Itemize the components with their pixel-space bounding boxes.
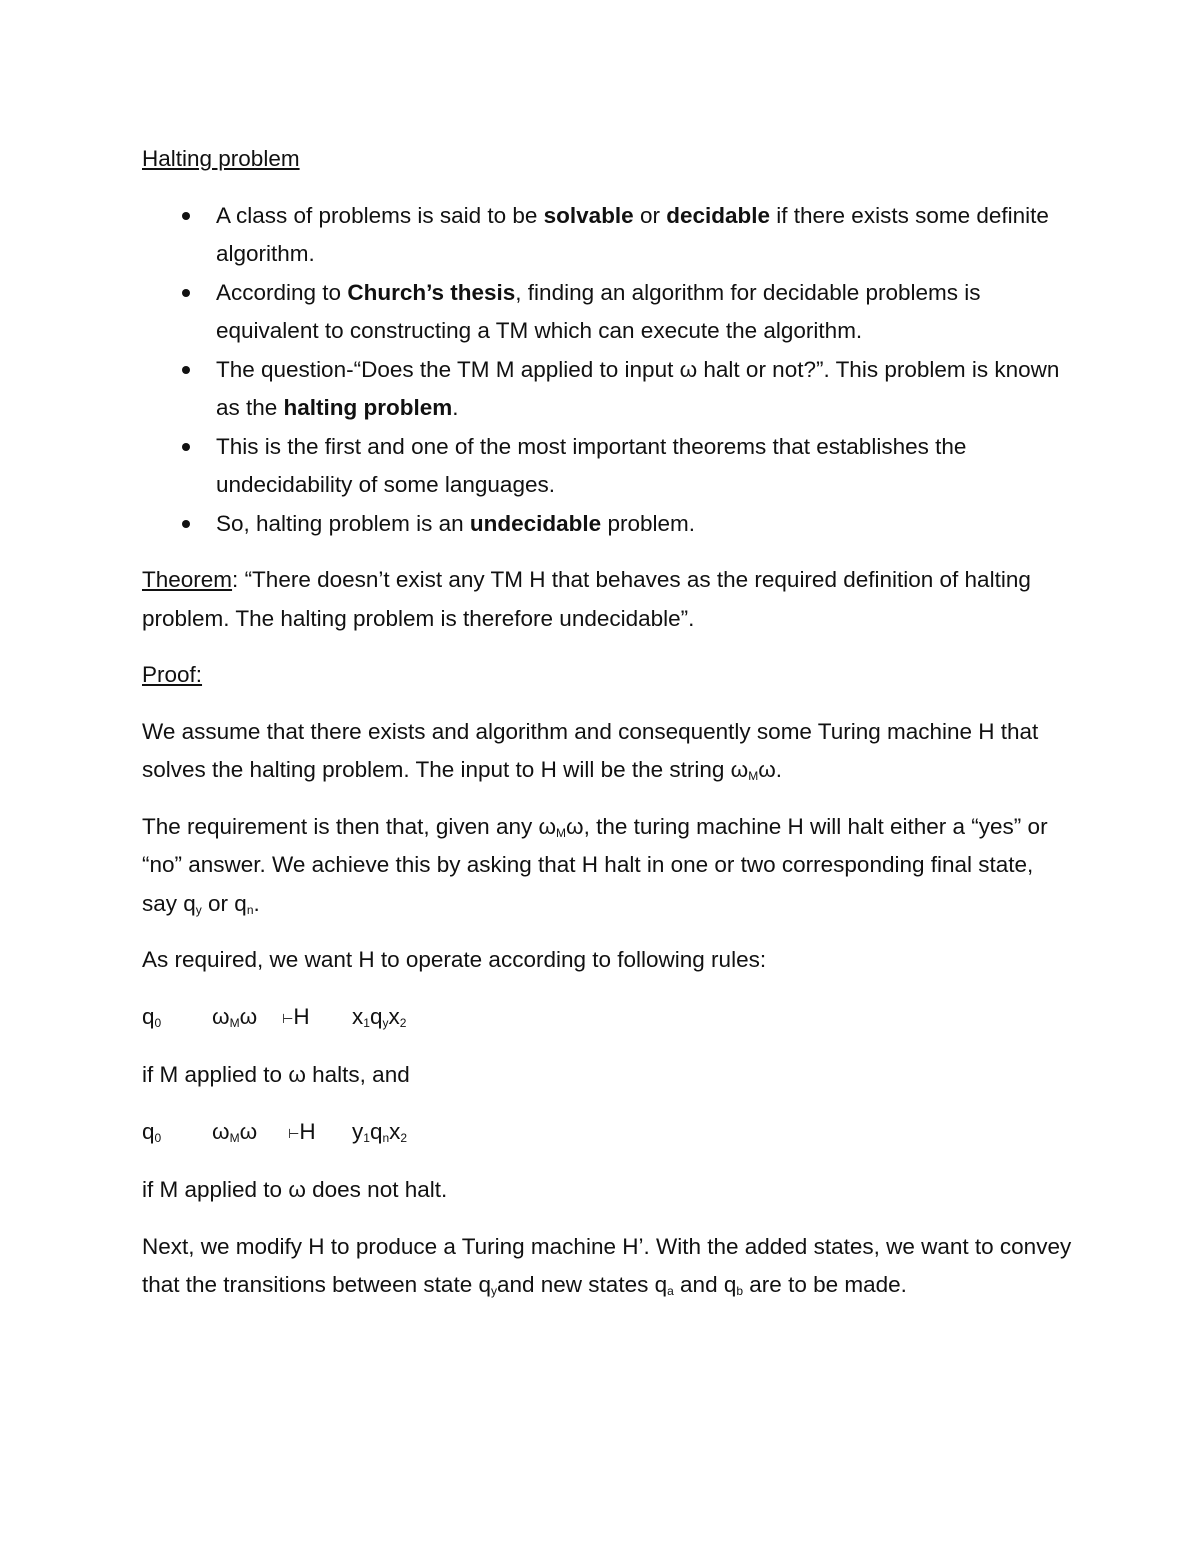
bullet-text: problem. — [601, 510, 695, 536]
bullet-icon — [182, 212, 190, 220]
rule-initial-state: $q_0$ — [142, 1003, 162, 1030]
document-body — [142, 140, 1072, 1323]
bullet-icon — [182, 289, 190, 297]
proof-label: Proof: — [142, 662, 203, 687]
subscript: M — [748, 769, 759, 783]
subscript: y — [490, 1284, 497, 1298]
rule-input: $\omega_M\omega$ — [212, 1118, 258, 1145]
paragraph-text: We assume that there exists and algorithm and consequently some Turing machine H that solves the halting problem. The input to H will be the string ω — [142, 718, 1039, 782]
theorem-text: “There doesn’t exist any TM H that behaves as the required definition of halting problem. The halting problem is therefore undecidable”. — [142, 567, 1031, 631]
bullet-text: This is the first and one of the most important theorems that establishes the undecidability of some languages. — [216, 433, 967, 497]
bullet-text: or — [633, 202, 667, 228]
paragraph-text: are to be made. — [743, 1272, 907, 1297]
bullet-icon — [182, 520, 190, 528]
subscript: M — [556, 825, 567, 840]
bullet-icon — [182, 443, 190, 451]
bullet-icon — [182, 366, 190, 374]
bullet-text: , finding an algorithm for decidable problems is equivalent to constructing a TM which can execute the algorithm. — [216, 279, 981, 343]
transition-rule-halts — [142, 998, 1072, 1039]
list-item — [142, 197, 1072, 274]
list-item — [142, 274, 1072, 351]
bullet-text: A class of problems is said to be — [216, 202, 544, 228]
subscript: n — [246, 902, 254, 917]
paragraph-text: or q — [201, 890, 247, 916]
proof-paragraph-requirement — [142, 808, 1072, 924]
list-item — [142, 351, 1072, 428]
proof-paragraph-modify — [142, 1228, 1072, 1305]
bold-term: solvable — [543, 202, 634, 228]
rule-yields: ⊢H — [282, 1003, 310, 1029]
rule-result: $x_1q_yx_2$ — [352, 1003, 407, 1030]
subscript: a — [667, 1284, 674, 1298]
theorem-paragraph — [142, 561, 1072, 638]
rule-initial-state: $q_0$ — [142, 1118, 162, 1145]
turnstile-icon: ⊢ — [282, 1010, 294, 1026]
transition-rule-not-halts — [142, 1113, 1072, 1154]
paragraph-text: The requirement is then that, given any ω — [142, 813, 557, 839]
paragraph-text: . — [253, 890, 260, 916]
bold-term: Church’s thesis — [347, 279, 516, 305]
bold-term: halting problem — [283, 395, 453, 420]
rule-input: $\omega_M\omega$ — [212, 1003, 258, 1030]
page-title: Halting problem — [142, 146, 300, 171]
paragraph-text: and new states q — [496, 1272, 668, 1297]
list-item — [142, 428, 1072, 505]
bullet-text: . — [452, 395, 459, 420]
proof-paragraph-assumption — [142, 713, 1072, 790]
proof-paragraph-rules-intro: As required, we want H to operate according to following rules: — [142, 947, 767, 972]
paragraph-text: and q — [673, 1272, 737, 1297]
bold-term: decidable — [666, 202, 771, 228]
theorem-label: Theorem — [142, 567, 233, 592]
rule-result: $y_1q_nx_2$ — [352, 1118, 408, 1145]
paragraph-text: Next, we modify H to produce a Turing machine H’. With the added states, we want to convey that the transitions between state q — [142, 1233, 1072, 1297]
paragraph-text: ω. — [758, 757, 783, 782]
bold-term: undecidable — [469, 510, 602, 536]
bullet-text: According to — [216, 279, 348, 305]
turnstile-icon: ⊢ — [288, 1125, 300, 1141]
bullet-text: So, halting problem is an — [216, 510, 470, 536]
theorem-colon: : — [232, 567, 245, 592]
paragraph-text: ω, the turing machine H will halt either a “yes” or “no” answer. We achieve this by asking that H halt in one or two corresponding final state, say q — [142, 813, 1048, 916]
bullet-text: if there exists some definite algorithm. — [216, 202, 1049, 266]
condition-halts: if M applied to ω halts, and — [142, 1062, 410, 1087]
subscript: y — [195, 902, 202, 917]
bullet-text: The question-“Does the TM M applied to input ω halt or not?”. This problem is known as the — [216, 356, 1060, 420]
condition-not-halts: if M applied to ω does not halt. — [142, 1177, 448, 1202]
subscript: b — [736, 1284, 744, 1298]
bullet-list — [142, 197, 1072, 544]
rule-yields: ⊢H — [288, 1118, 316, 1144]
list-item — [142, 505, 1072, 544]
